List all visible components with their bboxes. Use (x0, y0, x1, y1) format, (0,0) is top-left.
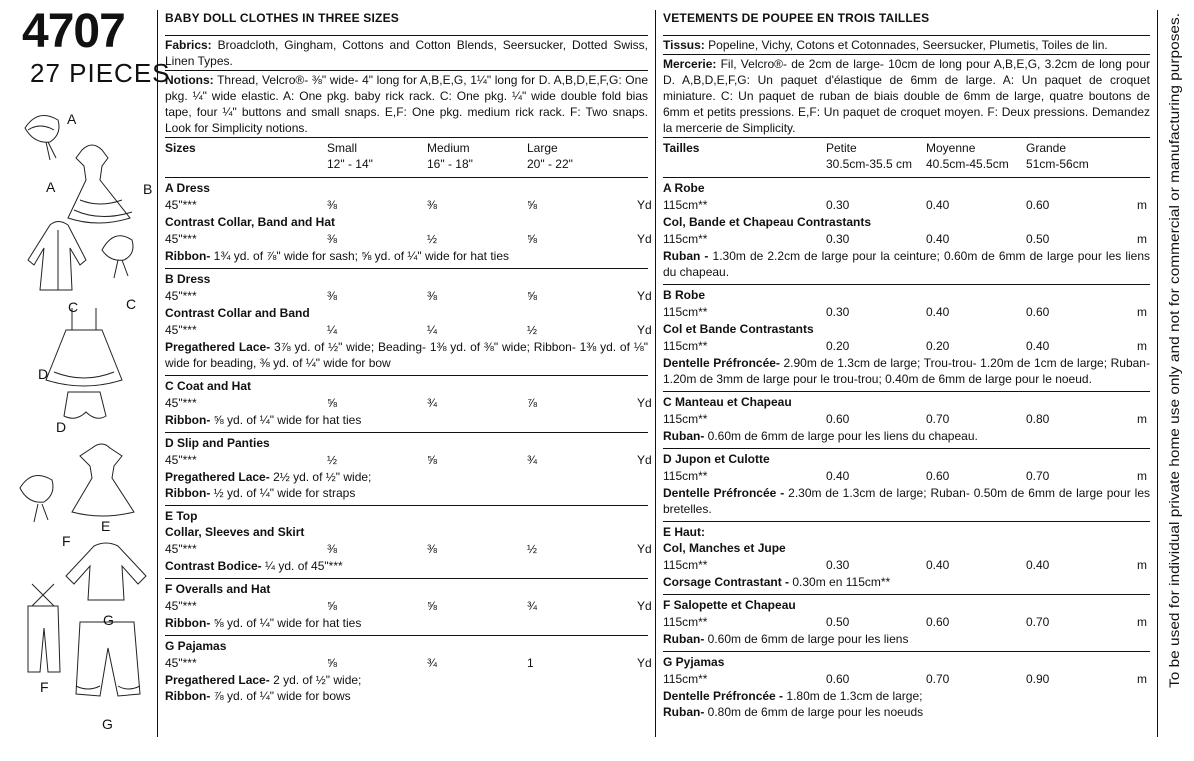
note-label: Dentelle Préfroncée - (663, 689, 784, 703)
yardage-value: 0.60 (826, 672, 850, 686)
yardage-value: ½ (527, 323, 538, 337)
pieces-count: 27 PIECES (30, 58, 171, 88)
french-table (663, 10, 1150, 724)
fabric-width: 45"*** (165, 289, 197, 303)
divider (655, 10, 656, 737)
yardage-value: 0.30 (826, 232, 850, 246)
yardage-section (165, 579, 652, 636)
unit: m (1137, 672, 1147, 686)
note-label: Dentelle Préfroncée - (663, 486, 785, 500)
yardage-value: ⅜ (327, 232, 338, 246)
panties-icon (64, 392, 106, 418)
yardage-value: ⅜ (427, 542, 438, 556)
yardage-value: 1 (527, 656, 534, 670)
fabric-width: 115cm** (663, 412, 708, 426)
pajama-top-icon (66, 543, 146, 600)
notions-note (165, 248, 648, 264)
fabrics-label: Fabrics: (165, 38, 212, 52)
overalls-icon (28, 584, 60, 672)
size-range: 16" - 18" (427, 157, 473, 171)
section-name: G Pajamas (165, 639, 227, 653)
fabric-width: 115cm** (663, 469, 708, 483)
yardage-value: 0.60 (1026, 305, 1050, 319)
size-name: Large (527, 141, 558, 155)
note-text: 2.90m de 1.3cm de large; Trou-trou- 1.20m de 1cm de large; Ruban- 1.20m de 3mm de large pour le trou-trou; 0.40m de 6mm de large pour le noeud. (663, 356, 1150, 386)
section-name: E Haut: (663, 525, 705, 539)
size-range: 40.5cm-45.5cm (926, 157, 1009, 171)
yardage-value: 0.90 (1026, 672, 1050, 686)
yardage-value: ½ (327, 453, 338, 467)
yardage-section (663, 652, 1150, 724)
note-text: 2 yd. of ½" wide; (273, 673, 362, 687)
note-label: Dentelle Préfroncée- (663, 356, 780, 370)
note-label: Ribbon- (165, 486, 211, 500)
table-row (165, 230, 652, 248)
yardage-value: ½ (527, 542, 538, 556)
unit: Yd (637, 599, 652, 613)
section-name: D Slip and Panties (165, 436, 270, 450)
fabric-width: 45"*** (165, 232, 197, 246)
note-text: ⅞ yd. of ¼" wide for bows (213, 689, 351, 703)
yardage-value: ⅞ (527, 396, 538, 410)
note-label: Ribbon- (165, 249, 211, 263)
sizes-header (165, 138, 648, 178)
section-name: C Manteau et Chapeau (663, 395, 792, 409)
yardage-value: ⅝ (327, 396, 338, 410)
note-label: Ruban - (663, 249, 709, 263)
yardage-value: 0.60 (926, 469, 950, 483)
note-text: 2½ yd. of ½" wide; (273, 470, 372, 484)
unit: m (1137, 615, 1147, 629)
view-label-g: G (103, 612, 114, 628)
yardage-value: 0.40 (926, 232, 950, 246)
notions-note (165, 558, 648, 574)
hat-icon (102, 236, 133, 278)
yardage-value: 0.30 (826, 305, 850, 319)
note-text: 0.80m de 6mm de large pour les noeuds (707, 705, 924, 719)
view-label-c: C (126, 296, 137, 312)
coat-icon (28, 222, 86, 291)
note-text: 1.80m de 1.3cm de large; (786, 689, 923, 703)
yardage-value: 0.60 (926, 615, 950, 629)
fabric-width: 45"*** (165, 656, 197, 670)
notions-note (165, 615, 648, 631)
note-label: Pregathered Lace- (165, 340, 271, 354)
yardage-value: ⅝ (427, 599, 438, 613)
fabrics-text: Popeline, Vichy, Cotons et Cotonnades, Seersucker, Plumetis, Toiles de lin. (708, 38, 1108, 52)
size-name: Moyenne (926, 141, 976, 155)
unit: Yd (637, 232, 652, 246)
view-label-f: F (40, 679, 49, 695)
size-name: Grande (1026, 141, 1067, 155)
row-label: Collar, Sleeves and Skirt (165, 525, 305, 539)
unit: Yd (637, 198, 652, 212)
note-text: 3⅞ yd. of ½" wide; Beading- 1⅜ yd. of ⅜" wide; Ribbon- 1⅜ yd. of ⅛" wide for beading, ⅜ yd. of ¼" wide for bow (165, 340, 648, 370)
section-name: A Robe (663, 181, 705, 195)
yardage-value: 0.50 (1026, 232, 1050, 246)
yardage-value: ⅜ (427, 289, 438, 303)
unit: Yd (637, 453, 652, 467)
yardage-value: 0.40 (1026, 339, 1050, 353)
yardage-value: 0.20 (826, 339, 850, 353)
section-name: G Pyjamas (663, 655, 725, 669)
yardage-value: 0.70 (926, 672, 950, 686)
table-row (663, 613, 1150, 631)
table-title: VETEMENTS DE POUPEE EN TROIS TAILLES (663, 10, 1150, 36)
yardage-value: ½ (427, 232, 438, 246)
notions-note (663, 574, 1150, 590)
size-range: 20" - 22" (527, 157, 573, 171)
fabric-width: 115cm** (663, 558, 708, 572)
sizes-header (663, 138, 1150, 178)
table-row (165, 540, 652, 558)
notions-note (663, 248, 1150, 280)
yardage-value: ⅝ (327, 599, 338, 613)
notions-note (165, 672, 648, 688)
sizes-label: Sizes (165, 141, 196, 155)
yardage-value: 0.40 (926, 305, 950, 319)
note-label: Pregathered Lace- (165, 673, 270, 687)
yardage-section (165, 636, 652, 708)
yardage-value: ¾ (527, 599, 538, 613)
notions-label: Notions: (165, 73, 214, 87)
unit: m (1137, 232, 1147, 246)
yardage-value: 0.30 (826, 198, 850, 212)
section-name: F Overalls and Hat (165, 582, 271, 596)
notions-note (663, 704, 1150, 720)
bonnet-icon (25, 116, 59, 161)
divider (1157, 10, 1158, 737)
fabric-width: 115cm** (663, 198, 708, 212)
yardage-value: 0.40 (926, 198, 950, 212)
table-row (165, 451, 652, 469)
notions-note (663, 355, 1150, 387)
fabric-width: 45"*** (165, 323, 197, 337)
note-text: 1¾ yd. of ⅞" wide for sash; ⅝ yd. of ¼" wide for hat ties (213, 249, 510, 263)
disclaimer-text: To be used for individual private home use only and not for commercial or manufacturing purposes. (1167, 97, 1182, 688)
size-name: Medium (427, 141, 470, 155)
notions-text: Fil, Velcro®- de 2cm de large- 10cm de long pour A,B,E,G, 3.2cm de long pour D. A,B,D,E,F,G: Un paquet d'élastique de 6mm de large. A: Un paquet de croquet miniature. C: Un paquet de ruban de biais double de 6mm de large, quatre boutons de 6mm et petits pressions. E,F: Un paquet de croquet moyen. F: Deux pressions. Demandez la mercerie de Simplicity. (663, 57, 1150, 135)
view-label-g: G (102, 716, 113, 732)
table-row (663, 196, 1150, 214)
yardage-value: 0.70 (1026, 469, 1050, 483)
fabric-width: 115cm** (663, 232, 708, 246)
section-name: B Robe (663, 288, 705, 302)
note-label: Ruban- (663, 705, 705, 719)
fabric-width: 45"*** (165, 542, 197, 556)
row-label: Col et Bande Contrastants (663, 322, 814, 336)
yardage-value: ¾ (427, 656, 438, 670)
garment-sketches (10, 100, 160, 750)
yardage-value: 0.70 (926, 412, 950, 426)
unit: Yd (637, 289, 652, 303)
yardage-section (663, 285, 1150, 392)
size-name: Small (327, 141, 358, 155)
sizes-label: Tailles (663, 141, 700, 155)
pajama-pants-icon (76, 622, 140, 696)
yardage-value: ¾ (427, 396, 438, 410)
yardage-section (663, 178, 1150, 285)
section-name: D Jupon et Culotte (663, 452, 770, 466)
table-row (663, 467, 1150, 485)
divider (157, 10, 158, 737)
notions-note (165, 412, 648, 428)
note-label: Corsage Contrastant - (663, 575, 790, 589)
notions-note (663, 631, 1150, 647)
view-label-e: E (101, 518, 111, 534)
yardage-value: 0.40 (1026, 558, 1050, 572)
table-row (165, 597, 652, 615)
note-label: Ribbon- (165, 413, 211, 427)
size-name: Petite (826, 141, 857, 155)
fabrics-block (663, 36, 1150, 55)
unit: Yd (637, 656, 652, 670)
unit: m (1137, 558, 1147, 572)
table-row (663, 556, 1150, 574)
note-label: Contrast Bodice- (165, 559, 262, 573)
view-label-d: D (56, 419, 67, 435)
yardage-value: 0.20 (926, 339, 950, 353)
view-label-a: A (46, 179, 56, 195)
pattern-number: 4707 (22, 5, 125, 58)
section-name: A Dress (165, 181, 210, 195)
fabrics-block (165, 36, 648, 71)
size-range: 30.5cm-35.5 cm (826, 157, 913, 171)
view-label-c: C (68, 299, 79, 315)
table-row (663, 303, 1150, 321)
yardage-value: ⅜ (327, 289, 338, 303)
yardage-value: 0.80 (1026, 412, 1050, 426)
notions-note (663, 428, 1150, 444)
table-row (165, 287, 652, 305)
notions-note (663, 485, 1150, 517)
table-row (165, 394, 652, 412)
table-row (165, 654, 652, 672)
note-text: 0.30m en 115cm** (792, 575, 891, 589)
notions-block (663, 55, 1150, 138)
row-label: Col, Manches et Jupe (663, 541, 786, 555)
yardage-value: ⅝ (427, 453, 438, 467)
note-text: 0.60m de 6mm de large pour les liens (707, 632, 909, 646)
notions-note (165, 688, 648, 704)
yardage-value: ¾ (527, 453, 538, 467)
fabrics-label: Tissus: (663, 38, 705, 52)
yardage-section (165, 376, 652, 433)
note-label: Ribbon- (165, 616, 211, 630)
yardage-value: ⅜ (327, 542, 338, 556)
top-e-icon (72, 444, 134, 516)
slip-icon (46, 308, 122, 386)
yardage-value: ¼ (427, 323, 438, 337)
unit: m (1137, 412, 1147, 426)
yardage-value: ⅝ (527, 198, 538, 212)
notions-label: Mercerie: (663, 57, 717, 71)
note-label: Ribbon- (165, 689, 211, 703)
notions-note (165, 485, 648, 501)
note-label: Ruban- (663, 429, 705, 443)
section-name: E Top (165, 509, 198, 523)
unit: m (1137, 198, 1147, 212)
table-row (165, 196, 652, 214)
unit: Yd (637, 323, 652, 337)
unit: m (1137, 339, 1147, 353)
table-row (165, 321, 652, 339)
table-row (663, 337, 1150, 355)
yardage-value: 0.70 (1026, 615, 1050, 629)
yardage-section (165, 178, 652, 269)
view-label-d: D (38, 366, 49, 382)
fabric-width: 115cm** (663, 615, 708, 629)
fabric-width: 115cm** (663, 672, 708, 686)
fabrics-text: Broadcloth, Gingham, Cottons and Cotton Blends, Seersucker, Dotted Swiss, Linen Types. (165, 38, 648, 68)
yardage-section (165, 433, 652, 506)
section-name: B Dress (165, 272, 211, 286)
yardage-section (663, 595, 1150, 652)
english-table (165, 10, 652, 708)
yardage-value: 0.50 (826, 615, 850, 629)
note-text: 1.30m de 2.2cm de large pour la ceinture; 0.60m de 6mm de large pour les liens du chapeau. (663, 249, 1150, 279)
note-text: ⅝ yd. of ¼" wide for hat ties (213, 413, 362, 427)
section-name: F Salopette et Chapeau (663, 598, 796, 612)
table-title: BABY DOLL CLOTHES IN THREE SIZES (165, 10, 648, 36)
fabric-width: 45"*** (165, 396, 197, 410)
section-name: C Coat and Hat (165, 379, 252, 393)
yardage-section (663, 522, 1150, 595)
yardage-value: ⅝ (527, 289, 538, 303)
unit: Yd (637, 542, 652, 556)
fabric-width: 45"*** (165, 599, 197, 613)
usage-disclaimer (1162, 8, 1186, 753)
notions-text: Thread, Velcro®- ⅜" wide- 4" long for A,B,E,G, 1¼" long for D. A,B,D,E,F,G: One pkg. ¼" wide elastic. A: One pkg. baby rick rack. C: One pkg. ¼" wide double fold bias tape, four ¼" buttons and small snaps. E,F: One pkg. medium rick rack. F: Two snaps. Look for Simplicity notions. (165, 73, 648, 135)
table-row (663, 670, 1150, 688)
unit: Yd (637, 396, 652, 410)
row-label: Contrast Collar, Band and Hat (165, 215, 336, 229)
unit: m (1137, 305, 1147, 319)
note-text: 0.60m de 6mm de large pour les liens du chapeau. (707, 429, 978, 443)
notions-block (165, 71, 648, 138)
view-label-a: A (67, 111, 77, 127)
fabric-width: 115cm** (663, 339, 708, 353)
fabric-width: 45"*** (165, 453, 197, 467)
view-label-b: B (143, 181, 153, 197)
dress-a-icon (68, 145, 132, 223)
yardage-value: ⅝ (327, 656, 338, 670)
yardage-value: 0.40 (926, 558, 950, 572)
notions-note (165, 469, 648, 485)
yardage-value: ⅜ (327, 198, 338, 212)
yardage-value: ⅝ (527, 232, 538, 246)
fabric-width: 45"*** (165, 198, 197, 212)
note-text: ¼ yd. of 45"*** (265, 559, 343, 573)
view-label-f: F (62, 533, 71, 549)
yardage-value: 0.30 (826, 558, 850, 572)
table-row (663, 410, 1150, 428)
unit: m (1137, 469, 1147, 483)
note-text: ½ yd. of ¼" wide for straps (213, 486, 356, 500)
yardage-section (165, 269, 652, 376)
table-row (663, 230, 1150, 248)
size-range: 12" - 14" (327, 157, 373, 171)
yardage-section (663, 449, 1150, 522)
yardage-value: 0.40 (826, 469, 850, 483)
bonnet-f-icon (20, 476, 53, 523)
yardage-value: ¼ (327, 323, 338, 337)
yardage-section (165, 506, 652, 579)
note-text: ⅝ yd. of ¼" wide for hat ties (213, 616, 362, 630)
yardage-section (663, 392, 1150, 449)
yardage-value: 0.60 (1026, 198, 1050, 212)
notions-note (663, 688, 1150, 704)
size-range: 51cm-56cm (1026, 157, 1089, 171)
yardage-value: ⅜ (427, 198, 438, 212)
row-label: Col, Bande et Chapeau Contrastants (663, 215, 872, 229)
note-label: Ruban- (663, 632, 705, 646)
note-text: 2.30m de 1.3cm de large; Ruban- 0.50m de 6mm de large pour les bretelles. (663, 486, 1150, 516)
fabric-width: 115cm** (663, 305, 708, 319)
row-label: Contrast Collar and Band (165, 306, 310, 320)
yardage-value: 0.60 (826, 412, 850, 426)
notions-note (165, 339, 648, 371)
note-label: Pregathered Lace- (165, 470, 270, 484)
